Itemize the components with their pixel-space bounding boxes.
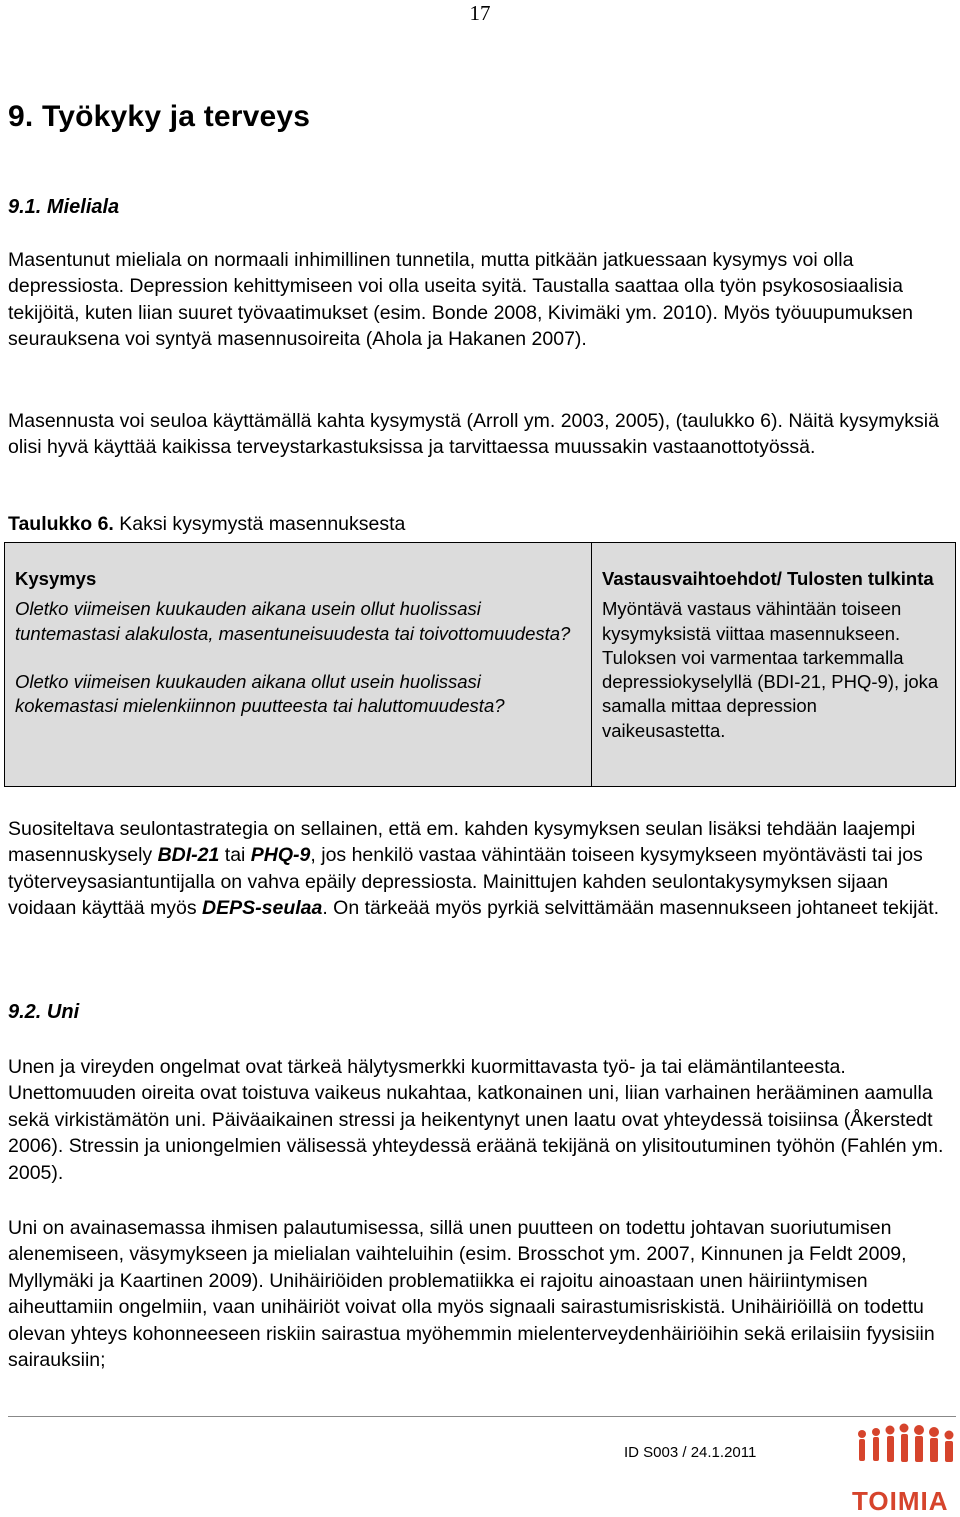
text-run: , jos henkilö vastaa vähintään toiseen kysymykseen myöntävästi tai jos työterveysasiantuntijalla on vahva epäily depressiosta. Mainittujen kahden seulontakysymyksen sijaan voidaan käyttää myös (8, 844, 923, 920)
text-run: tai (219, 844, 251, 867)
paragraph-uni-2 (8, 1215, 953, 1373)
answer-2: Tuloksen voi varmentaa tarkemmalla depressiokyselyllä (BDI-21, PHQ-9), joka samalla mittaa depression vaikeusastetta. (602, 646, 939, 741)
table-cell-questions (5, 543, 592, 787)
paragraph-uni-1 (8, 1054, 953, 1186)
text-run: . On tärkeää myös pyrkiä selvittämään masennukseen johtaneet tekijät. (322, 897, 940, 920)
paragraph-mieliala-intro (8, 247, 953, 353)
text-run: Suositeltava seulontastrategia on sellainen, että em. kahden kysymyksen seulan lisäksi tehdään laajempi masennuskysely (8, 818, 916, 867)
page-number: 17 (469, 1, 491, 25)
paragraph-text (8, 816, 953, 922)
paragraph-strategy (8, 816, 953, 922)
table-row (5, 543, 956, 787)
paragraph-text: Uni on avainasemassa ihmisen palautumisessa, sillä unen puutteen on todettu johtavan suoriutumisen alenemiseen, väsymykseen ja mielialan vaihteluihin (esim. Brosschot ym. 2007, Kinnunen ja Feldt 2009, Myllymäki ja Kaartinen 2009). Unihäiriöiden problematiikka ei rajoitu ainoastaan unen häiriintymisen aiheuttamiin ongelmiin, vaan unihäiriöt voivat olla myös signaali sairastumisriskistä. Unihäiriöillä on todettu olevan yhteys kohonneeseen riskiin sairastua myöhemmin mielenterveydenhäiriöihin sekä erilaisiin fyysisiin sairauksiin; (8, 1217, 935, 1372)
table-cell-answers (592, 543, 956, 787)
paragraph-text: Masennusta voi seuloa käyttämällä kahta kysymystä (Arroll ym. 2003, 2005), (taulukko 6). Näitä kysymyksiä olisi hyvä käyttää kaikissa terveystarkastuksissa ja tarvittaessa muussakin vastaanottotyössä. (8, 410, 939, 459)
deps-term: DEPS-seulaa (202, 897, 323, 920)
table-caption (8, 513, 405, 536)
toimia-logo-text: TOIMIA (852, 1486, 949, 1516)
section-heading-uni: 9.2. Uni (8, 1001, 80, 1023)
question-2: Oletko viimeisen kuukauden aikana ollut usein huolissasi kokemastasi mielenkiinnon puutteesta tai haluttomuudesta? (15, 670, 505, 717)
question-1: Oletko viimeisen kuukauden aikana usein ollut huolissasi tuntemastasi alakulosta, masentuneisuudesta tai toivottomuudesta? (15, 598, 571, 644)
footer-divider (8, 1416, 956, 1417)
paragraph-text: Masentunut mieliala on normaali inhimillinen tunnetila, mutta pitkään jatkuessaan kysymys voi olla depressiosta. Depression kehittymiseen voi olla useita syitä. Taustalla saattaa olla työn psykososiaalisia tekijöitä, kuten liian suuret työvaatimukset (esim. Bonde 2008, Kivimäki ym. 2010). Myös työuupumuksen seurauksena voi syntyä masennusoireita (Ahola ja Hakanen 2007). (8, 249, 914, 351)
table-caption-text: Kaksi kysymystä masennuksesta (113, 513, 406, 535)
phq-term: PHQ-9 (250, 844, 311, 867)
document-id: ID S003 / 24.1.2011 (624, 1444, 757, 1461)
paragraph-screening (8, 408, 953, 461)
bdi-term: BDI-21 (157, 844, 220, 867)
column-header-question: Kysymys (15, 568, 97, 589)
chapter-heading: 9. Työkyky ja terveys (8, 100, 311, 133)
answer-1: Myöntävä vastaus vähintään toiseen kysymyksistä viittaa masennukseen. (602, 598, 902, 644)
section-heading-mieliala: 9.1. Mieliala (8, 196, 120, 218)
paragraph-text: Unen ja vireyden ongelmat ovat tärkeä hälytysmerkki kuormittavasta työ- ja tai elämäntilanteesta. Unettomuuden oireita ovat toistuva vaikeus nukahtaa, katkonainen uni, liian varhainen herääminen aamulla sekä virkistämätön uni. Päiväaikainen stressi ja heikentynyt unen laatu ovat yhteydessä toisiinsa (Åkerstedt 2006). Stressin ja uniongelmien välisessä yhteydessä eräänä tekijänä on ylisitoutuminen työhön (Fahlén ym. 2005). (8, 1056, 944, 1184)
table-caption-label: Taulukko 6. (8, 513, 114, 535)
column-header-answers: Vastausvaihtoehdot/ Tulosten tulkinta (602, 568, 934, 589)
depression-questions-table (4, 542, 956, 787)
